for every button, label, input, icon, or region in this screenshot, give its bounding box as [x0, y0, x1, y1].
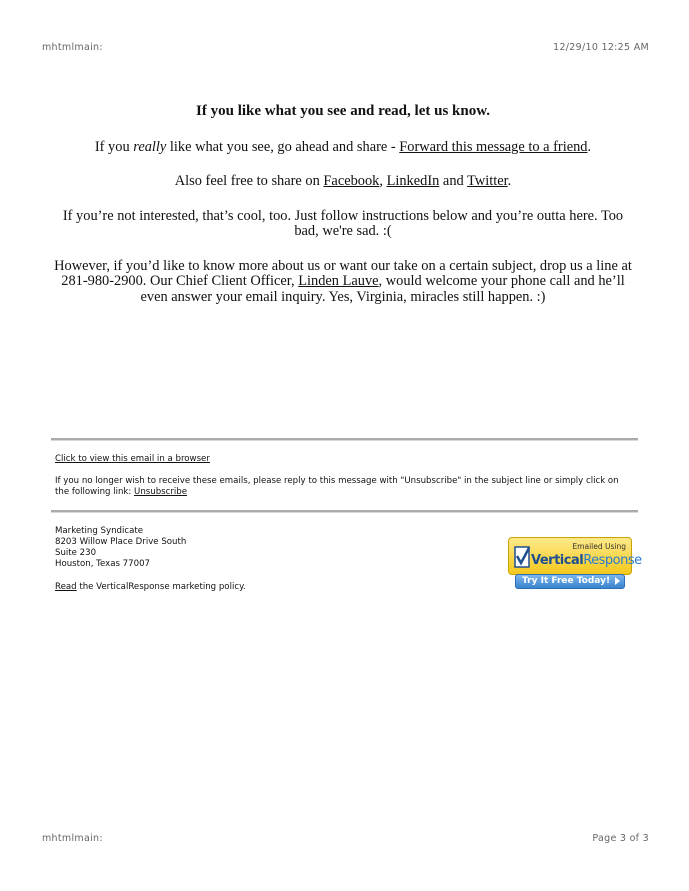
checkmark-icon [514, 546, 530, 568]
play-arrow-icon [615, 577, 620, 585]
linkedin-link[interactable]: LinkedIn [386, 173, 440, 189]
page-number: Page 3 of 3 [592, 833, 649, 844]
twitter-link[interactable]: Twitter [467, 173, 508, 189]
brand-response: Response [583, 553, 642, 568]
social-separator: , [379, 173, 387, 189]
share-prefix: If you [94, 138, 134, 155]
message-body [46, 104, 640, 305]
policy-text: the VerticalResponse marketing policy. [76, 582, 246, 592]
print-timestamp: 12/29/10 12:25 AM [553, 42, 649, 53]
divider-bottom [51, 510, 638, 513]
forward-to-friend-link[interactable]: Forward this message to a friend [399, 138, 588, 155]
share-suffix: . [587, 138, 592, 155]
try-it-free-label: Try It Free Today! [522, 576, 611, 586]
street-address: 8203 Willow Place Drive South [55, 537, 187, 547]
contact-prefix: However, if you’d like to know more about us or want our take on a certain subject, drop us a line at 281-980-2900. Our Chief Client Officer, [54, 257, 632, 289]
badge-brand [531, 553, 642, 568]
social-suffix: . [507, 173, 512, 189]
unsubscribe-link[interactable]: Unsubscribe [134, 487, 188, 497]
mailing-address [55, 526, 186, 570]
view-in-browser-link[interactable]: Click to view this email in a browser [55, 454, 210, 464]
linden-lauve-link[interactable]: Linden Lauve [298, 273, 379, 289]
contact-suffix: , would welcome your phone call and he’ll even answer your email inquiry. Yes, Virginia, miracles still happen. :) [140, 273, 625, 305]
not-interested-paragraph: If you’re not interested, that’s cool, too. Just follow instructions below and you’re outta here. Too bad, we're sad. :( [62, 207, 624, 239]
city-state-zip: Houston, Texas 77007 [55, 559, 151, 569]
verticalresponse-badge[interactable] [508, 537, 642, 591]
divider-top [51, 438, 638, 441]
brand-vertical: Vertical [531, 553, 584, 568]
read-policy-link[interactable]: Read [55, 582, 77, 592]
print-footer [42, 833, 649, 844]
share-middle: like what you see, go ahead and share - [166, 138, 400, 155]
social-prefix: Also feel free to share on [174, 173, 324, 189]
suite: Suite 230 [55, 548, 97, 558]
unsubscribe-text: If you no longer wish to receive these emails, please reply to this message with "Unsubscribe" in the subject line or simply click on the following link: [55, 476, 619, 497]
social-paragraph [46, 174, 640, 190]
headline: If you like what you see and read, let us know. [196, 103, 490, 119]
print-footer-left: mhtmlmain: [42, 833, 103, 844]
facebook-link[interactable]: Facebook [323, 173, 380, 189]
print-header-left: mhtmlmain: [42, 42, 103, 53]
badge-panel [508, 537, 642, 575]
contact-paragraph [46, 259, 640, 306]
unsubscribe-paragraph [55, 476, 635, 498]
print-header [42, 42, 649, 53]
try-it-free-button[interactable] [515, 574, 625, 589]
view-in-browser-row [55, 454, 210, 465]
policy-line [55, 582, 246, 593]
emailed-using-label: Emailed Using [572, 542, 626, 551]
company-name: Marketing Syndicate [55, 526, 144, 536]
share-emphasis: really [133, 138, 167, 155]
social-and: and [439, 173, 468, 189]
share-paragraph [46, 140, 640, 156]
